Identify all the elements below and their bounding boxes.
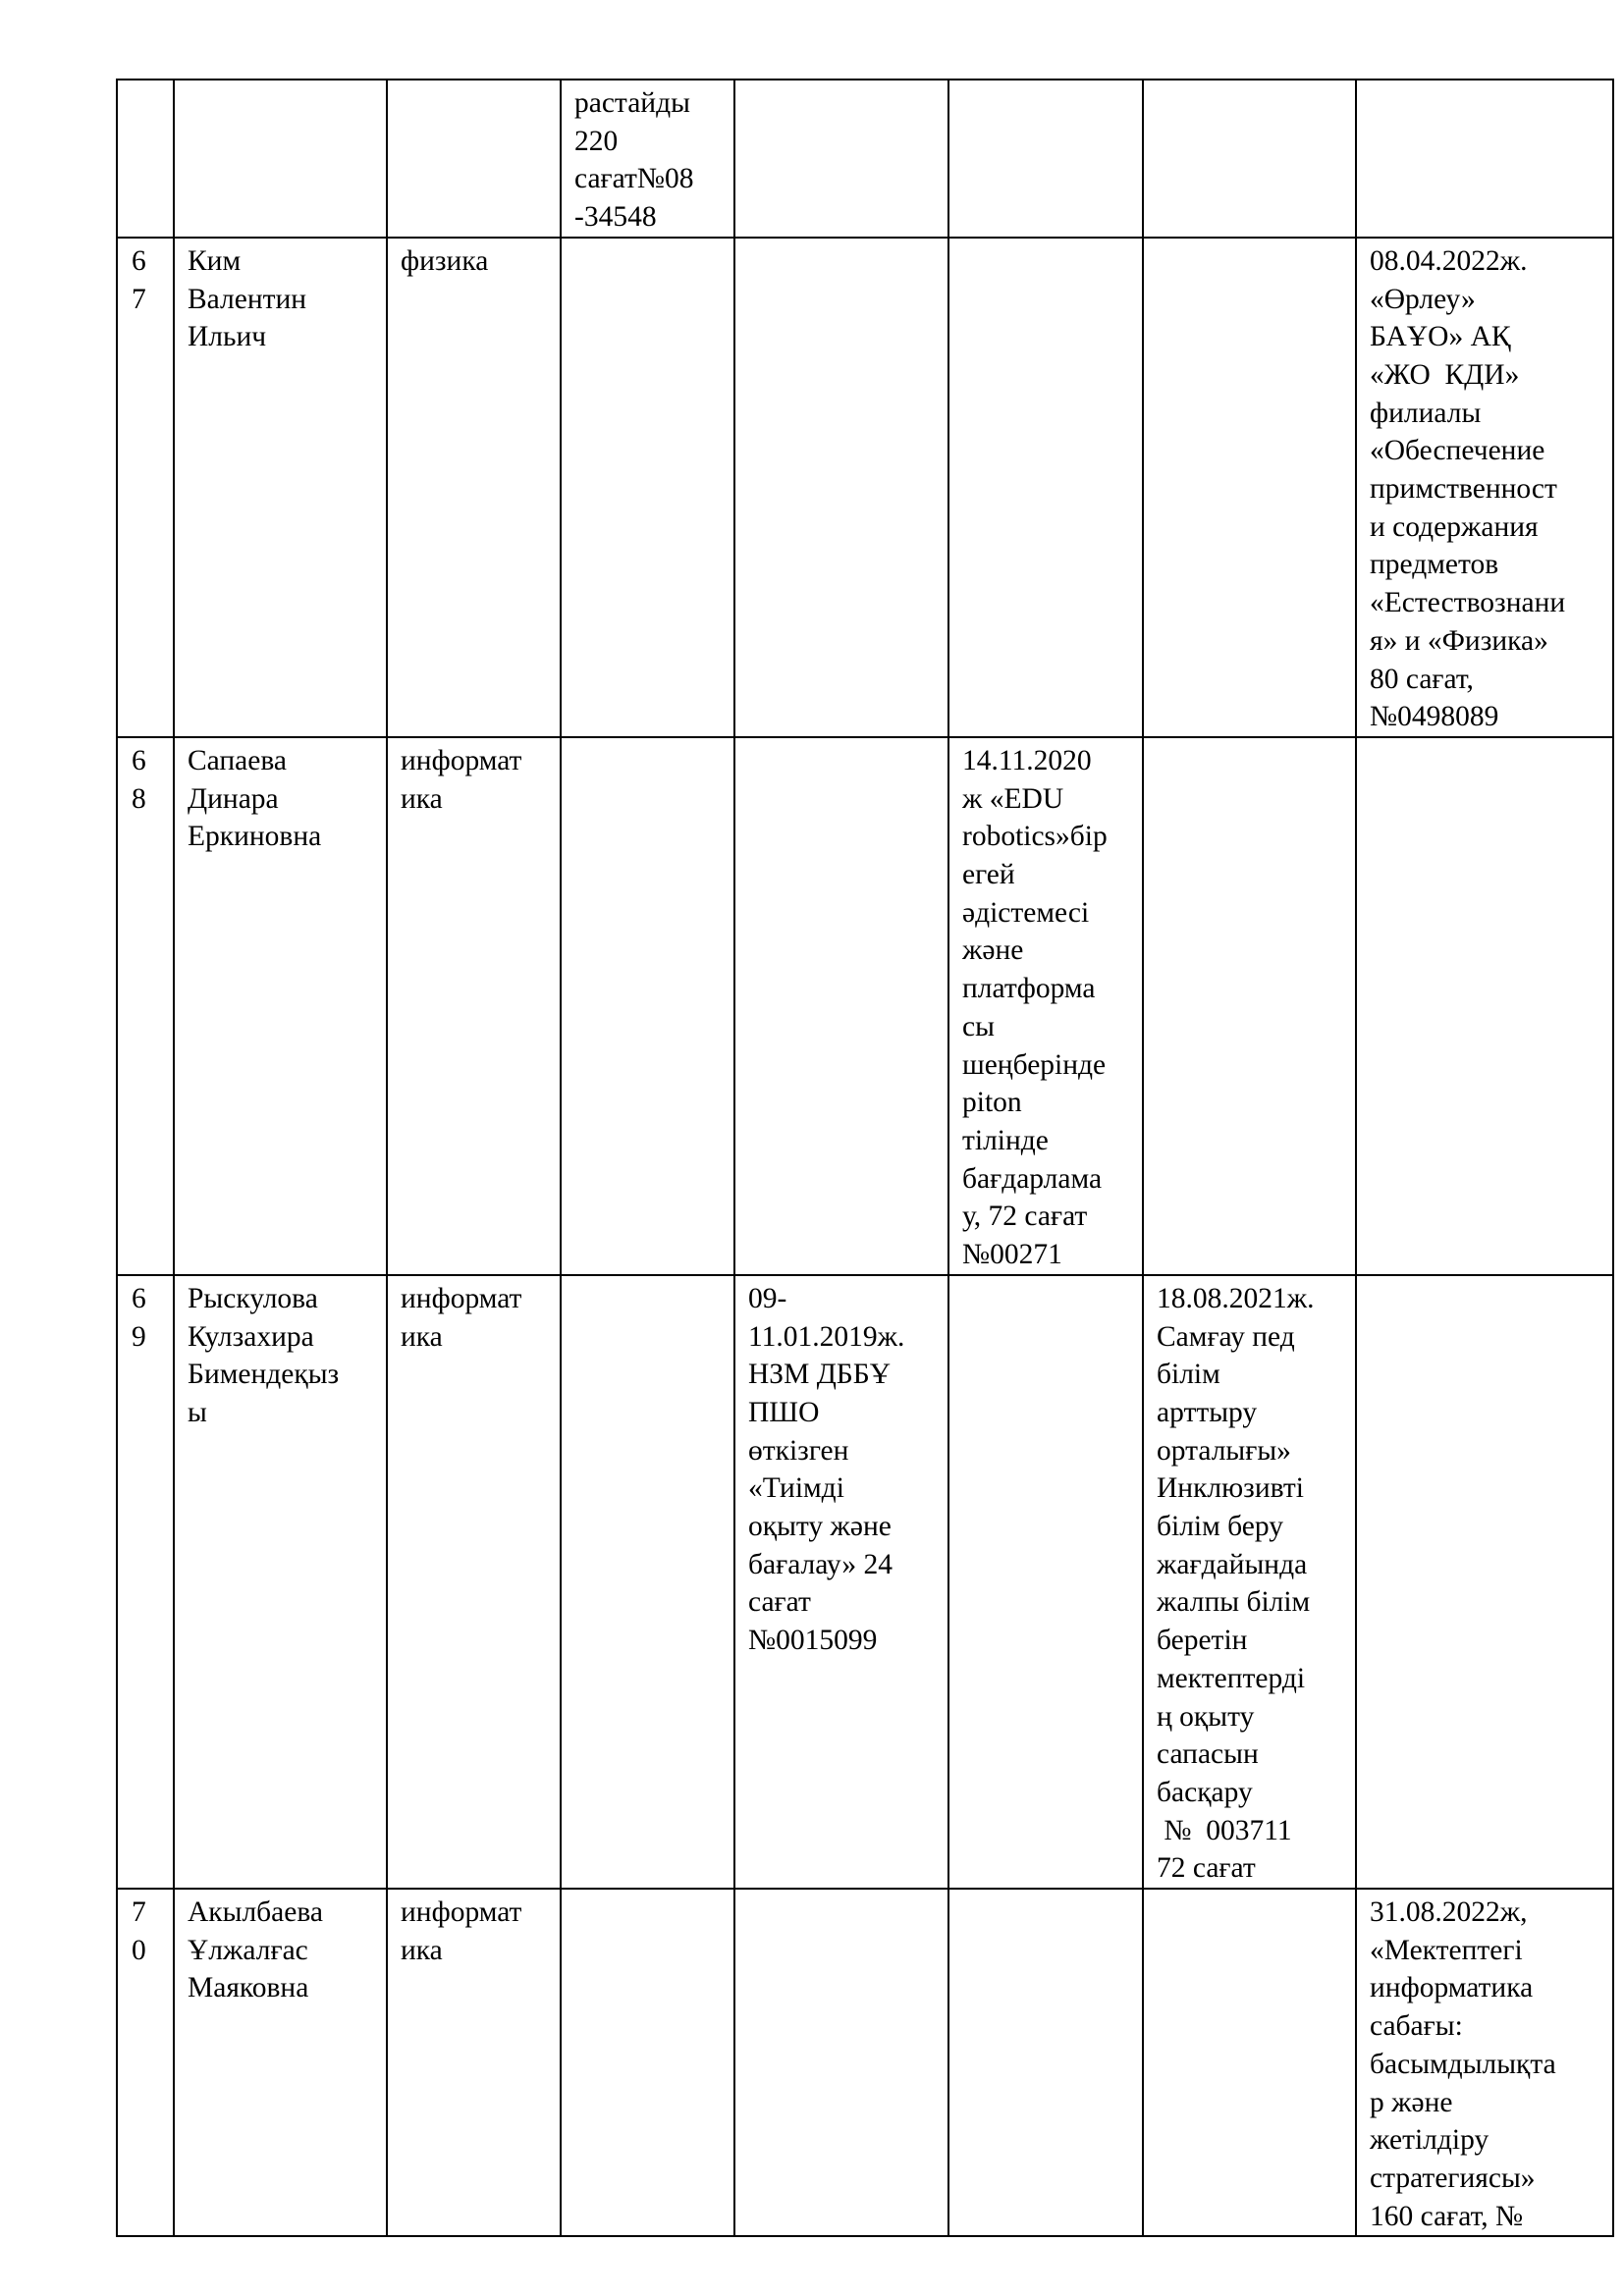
course-cell-col8: 08.04.2022ж. «Өрлеу» БАҰО» АҚ «ЖО КДИ» филиалы «Обеспечение примственност и содержания предметов «Естествознани я» и «Физика» 80 сағат, №0498089 <box>1356 238 1613 737</box>
course-cell-col8 <box>1356 737 1613 1275</box>
row-number-cell <box>117 80 174 238</box>
course-cell-col4 <box>561 737 734 1275</box>
course-cell-col4 <box>561 238 734 737</box>
row-number-cell: 6 9 <box>117 1275 174 1889</box>
course-cell-col4 <box>561 1889 734 2236</box>
course-cell-col5 <box>734 80 948 238</box>
course-cell-col6 <box>948 1889 1143 2236</box>
subject-cell: физика <box>387 238 561 737</box>
course-cell-col8 <box>1356 80 1613 238</box>
teacher-name-cell <box>174 80 387 238</box>
course-cell-col6 <box>948 238 1143 737</box>
teacher-name-cell: Сапаева Динара Еркиновна <box>174 737 387 1275</box>
course-cell-col6 <box>948 80 1143 238</box>
table-row <box>117 737 1613 1275</box>
course-cell-col6: 14.11.2020 ж «EDU robotics»бір егей әдістемесі және платформа сы шеңберінде piton тілінде бағдарлама у, 72 сағат №00271 <box>948 737 1143 1275</box>
teacher-name-cell: Акылбаева Ұлжалғас Маяковна <box>174 1889 387 2236</box>
table-row <box>117 1275 1613 1889</box>
course-cell-col7 <box>1143 238 1356 737</box>
course-cell-col6 <box>948 1275 1143 1889</box>
teacher-name-cell: Ким Валентин Ильич <box>174 238 387 737</box>
table-row <box>117 238 1613 737</box>
row-number-cell: 6 8 <box>117 737 174 1275</box>
course-cell-col4: растайды 220 сағат№08 -34548 <box>561 80 734 238</box>
course-cell-col5 <box>734 1889 948 2236</box>
course-cell-col7: 18.08.2021ж. Самғау пед білім арттыру орталығы» Инклюзивті білім беру жағдайында жалпы білім беретін мектептерді ң оқыту сапасын басқару № 003711 72 сағат <box>1143 1275 1356 1889</box>
row-number-cell: 7 0 <box>117 1889 174 2236</box>
course-cell-col5: 09- 11.01.2019ж. НЗМ ДББҰ ПШО өткізген «Тиімді оқыту және бағалау» 24 сағат №0015099 <box>734 1275 948 1889</box>
course-cell-col7 <box>1143 737 1356 1275</box>
subject-cell: информат ика <box>387 1889 561 2236</box>
course-cell-col5 <box>734 737 948 1275</box>
table-row <box>117 80 1613 238</box>
subject-cell <box>387 80 561 238</box>
training-records-table <box>116 79 1614 2237</box>
row-number-cell: 6 7 <box>117 238 174 737</box>
subject-cell: информат ика <box>387 1275 561 1889</box>
course-cell-col8: 31.08.2022ж, «Мектептегі информатика сабағы: басымдылықта р және жетілдіру стратегиясы» 160 сағат, № <box>1356 1889 1613 2236</box>
course-cell-col7 <box>1143 80 1356 238</box>
teacher-name-cell: Рыскулова Кулзахира Бимендеқыз ы <box>174 1275 387 1889</box>
course-cell-col8 <box>1356 1275 1613 1889</box>
subject-cell: информат ика <box>387 737 561 1275</box>
table-row <box>117 1889 1613 2236</box>
course-cell-col7 <box>1143 1889 1356 2236</box>
course-cell-col5 <box>734 238 948 737</box>
course-cell-col4 <box>561 1275 734 1889</box>
